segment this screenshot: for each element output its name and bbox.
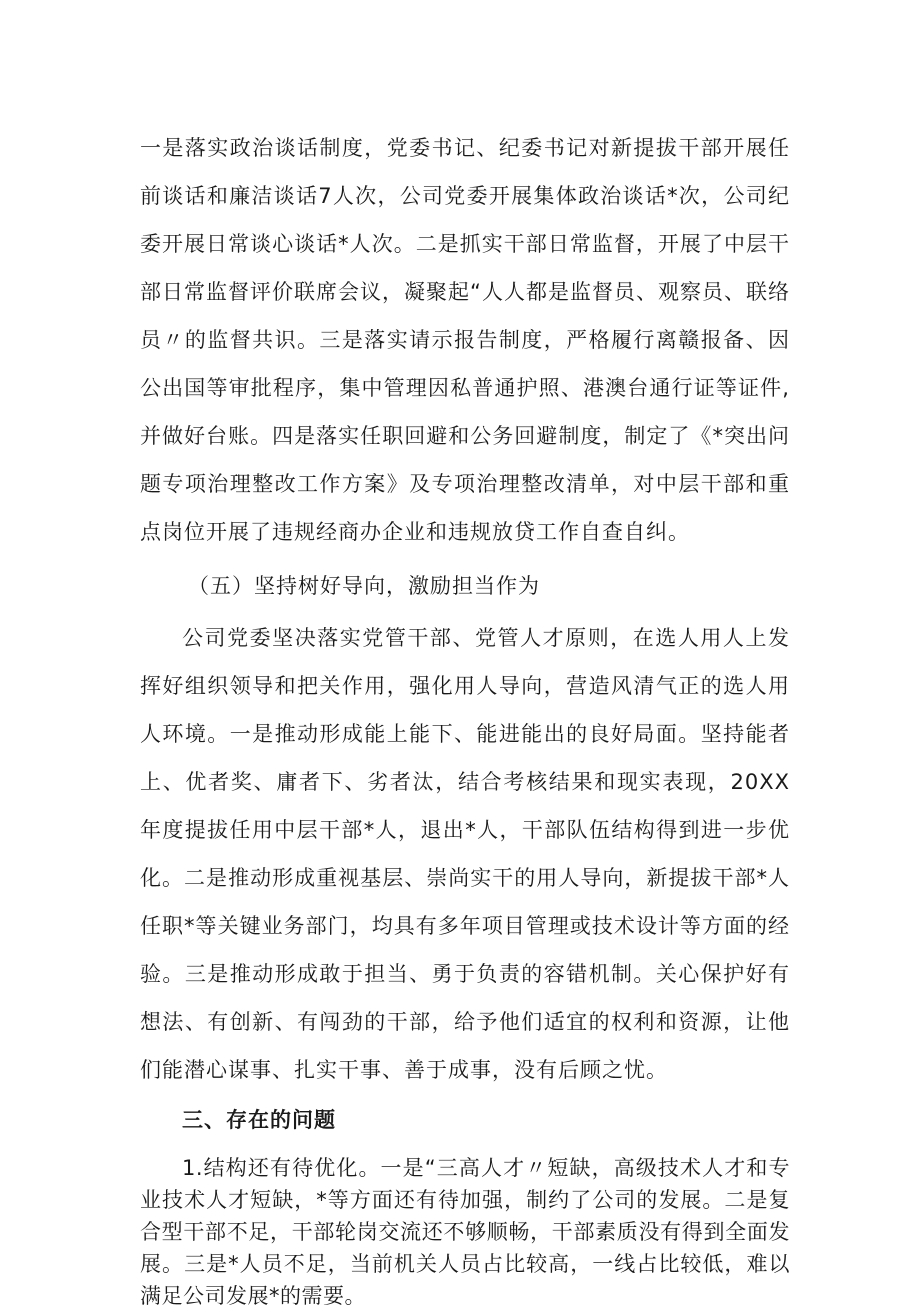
section-3-heading: 三、存在的问题 — [182, 1108, 336, 1132]
paragraph-structure-problems: 1.结构还有待优化。一是“三高人才〃短缺，高级技术人才和专业技术人才短缺，*等方面还有待加强，制约了公司的发展。二是复合型干部不足，干部轮岗交流还不够顺畅，干部素质没有得到全面发展。三是*人员不足，当前机关人员占比较高，一线占比较低，难以满足公司发展*的需要。 — [140, 1156, 790, 1308]
paragraph-political-talks: 一是落实政治谈话制度，党委书记、纪委书记对新提拔干部开展任前谈话和廉洁谈话7人次，公司党委开展集体政治谈话*次，公司纪委开展日常谈心谈话*人次。二是抓实干部日常监督，开展了中层干部日常监督评价联席会议，凝聚起“人人都是监督员、观察员、联络员〃的监督共识。三是落实请示报告制度，严格履行离赣报备、因公出国等审批程序，集中管理因私普通护照、港澳台通行证等证件,并做好台账。四是落实任职回避和公务回避制度，制定了《*突出问题专项治理整改工作方案》及专项治理整改清单，对中层干部和重点岗位开展了违规经商办企业和违规放贷工作自查自纠。 — [140, 136, 790, 544]
paragraph-cadre-guidance: 公司党委坚决落实党管干部、党管人才原则，在选人用人上发挥好组织领导和把关作用，强化用人导向，营造风清气正的选人用人环境。一是推动形成能上能下、能进能出的良好局面。坚持能者上、优者奖、庸者下、劣者汰，结合考核结果和现实表现，20XX年度提拔任用中层干部*人，退出*人，干部队伍结构得到进一步优化。二是推动形成重视基层、崇尚实干的用人导向，新提拔干部*人任职*等关键业务部门，均具有多年项目管理或技术设计等方面的经验。三是推动形成敢于担当、勇于负责的容错机制。关心保护好有想法、有创新、有闯劲的干部，给予他们适宜的权利和资源，让他们能潜心谋事、扎实干事、善于成事，没有后顾之忧。 — [140, 626, 790, 1082]
document-body — [140, 124, 790, 1312]
section-5-heading: （五）坚持树好导向，激励担当作为 — [188, 574, 540, 598]
